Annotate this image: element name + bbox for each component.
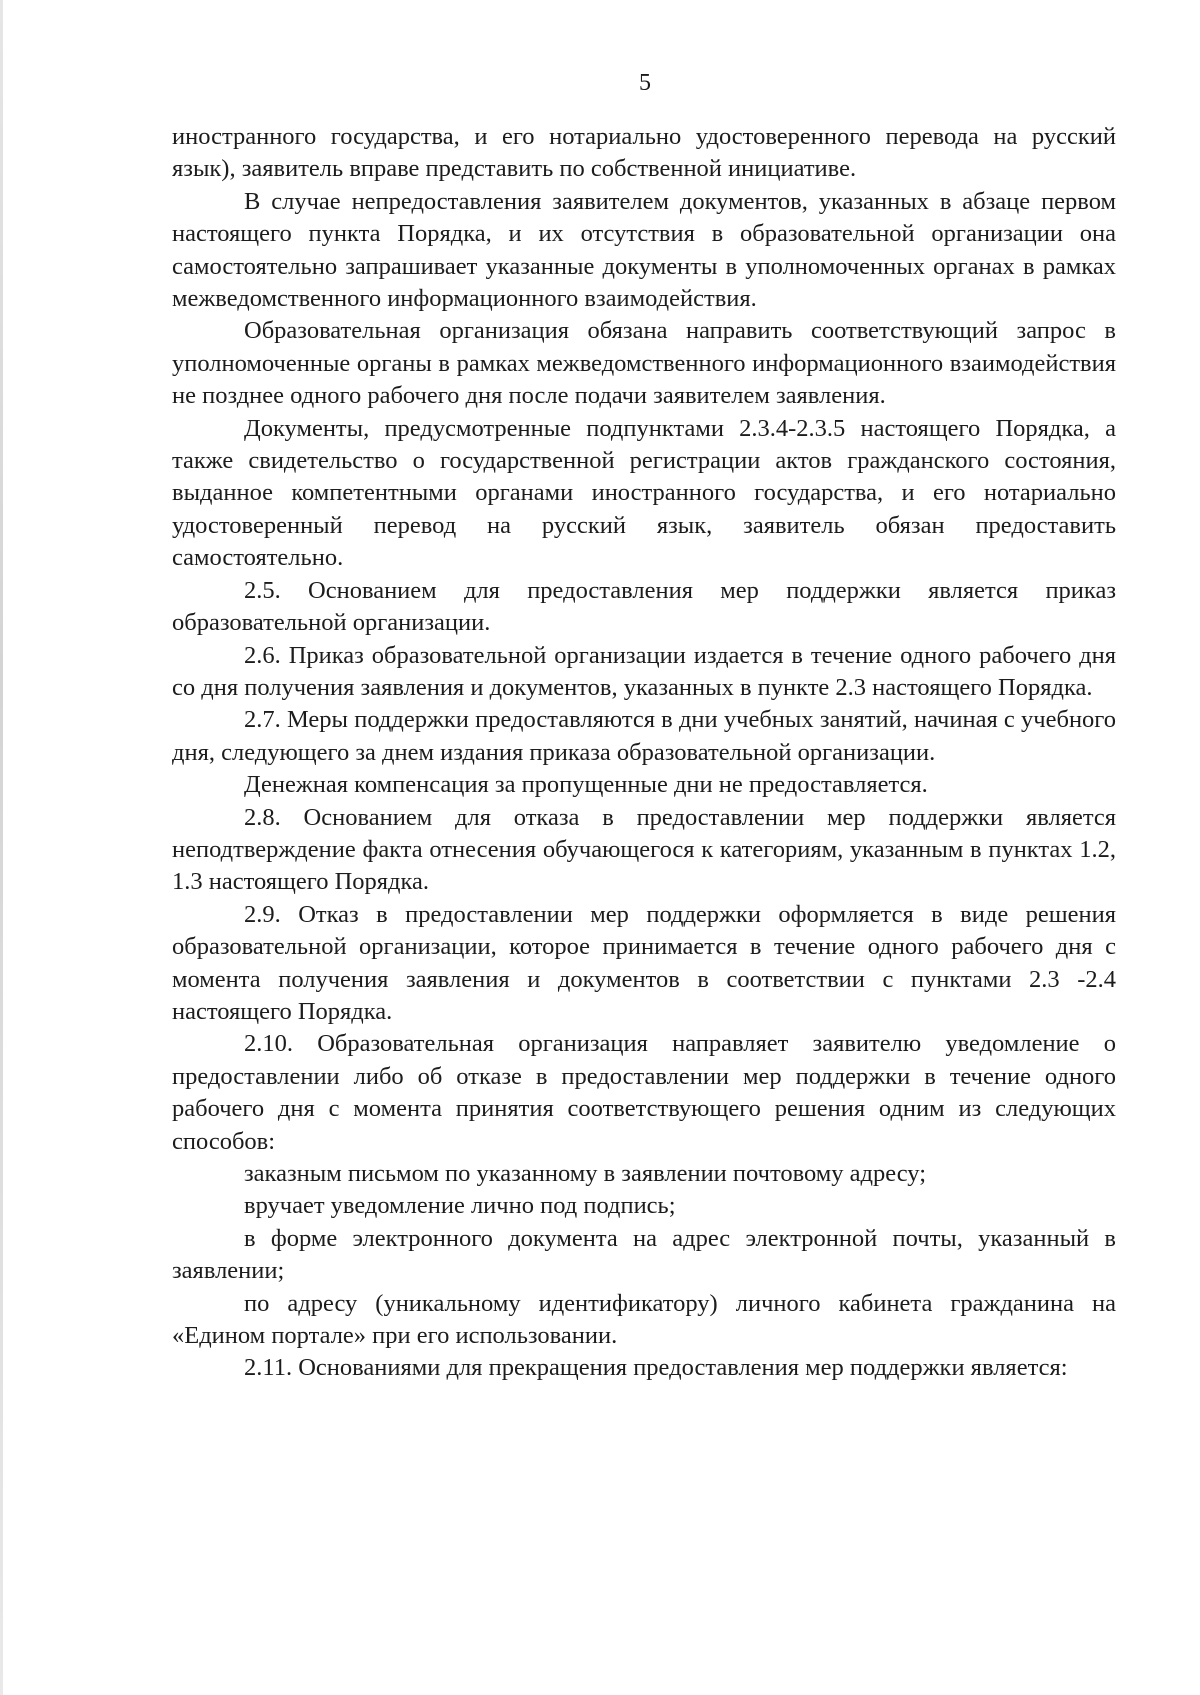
- paragraph: Документы, предусмотренные подпунктами 2.3.4-2.3.5 настоящего Порядка, а также свидетельство о государственной регистрации актов гражданского состояния, выданное компетентными органами иностранного государства, и его нотариально удостоверенный перевод на русский язык, заявитель обязан предоставить самостоятельно.: [172, 414, 1116, 572]
- paragraph-2-11: 2.11. Основаниями для прекращения предоставления мер поддержки является:: [244, 1354, 1068, 1382]
- paragraph-2-7: 2.7. Меры поддержки предоставляются в дни учебных занятий, начиная с учебного дня, следующего за днем издания приказа образовательной организации.: [172, 706, 1116, 766]
- paragraph-2-5: 2.5. Основанием для предоставления мер поддержки является приказ образовательной организации.: [172, 576, 1116, 637]
- paragraph-2-8: 2.8. Основанием для отказа в предоставлении мер поддержки является неподтверждение факта отнесения обучающегося к категориям, указанным в пунктах 1.2, 1.3 настоящего Порядка.: [172, 803, 1116, 896]
- paragraph: Денежная компенсация за пропущенные дни не предоставляется.: [244, 771, 928, 799]
- paragraph: В случае непредоставления заявителем документов, указанных в абзаце первом настоящего пункта Порядка, и их отсутствия в образовательной организации она самостоятельно запрашивает указанные документы в уполномоченных органах в рамках межведомственного информационного взаимодействия.: [172, 187, 1116, 313]
- list-item: по адресу (уникальному идентификатору) личного кабинета гражданина на «Едином портале» при его использовании.: [172, 1289, 1116, 1350]
- paragraph-2-9: 2.9. Отказ в предоставлении мер поддержки оформляется в виде решения образовательной организации, которое принимается в течение одного рабочего дня с момента получения заявления и документов в соответствии с пунктами 2.3 -2.4 настоящего Порядка.: [172, 900, 1116, 1025]
- list-item: заказным письмом по указанному в заявлении почтовому адресу;: [244, 1160, 927, 1187]
- paragraph-2-6: 2.6. Приказ образовательной организации издается в течение одного рабочего дня со дня получения заявления и документов, указанных в пункте 2.3 настоящего Порядка.: [172, 641, 1116, 701]
- page-number: 5: [639, 70, 651, 96]
- document-body: [172, 121, 1116, 1385]
- list-item: вручает уведомление лично под подпись;: [244, 1192, 676, 1220]
- paragraph-continuation: иностранного государства, и его нотариально удостоверенного перевода на русский язык), заявитель вправе представить по собственной инициативе.: [172, 123, 1116, 183]
- list-item: в форме электронного документа на адрес электронной почты, указанный в заявлении;: [172, 1224, 1116, 1285]
- paragraph-2-10: 2.10. Образовательная организация направляет заявителю уведомление о предоставлении либо об отказе в предоставлении мер поддержки в течение одного рабочего дня с момента принятия соответствующего решения одним из следующих способов:: [172, 1030, 1116, 1155]
- scan-edge: [0, 0, 3, 1695]
- paragraph: Образовательная организация обязана направить соответствующий запрос в уполномоченные органы в рамках межведомственного информационного взаимодействия не позднее одного рабочего дня после подачи заявителем заявления.: [172, 317, 1116, 410]
